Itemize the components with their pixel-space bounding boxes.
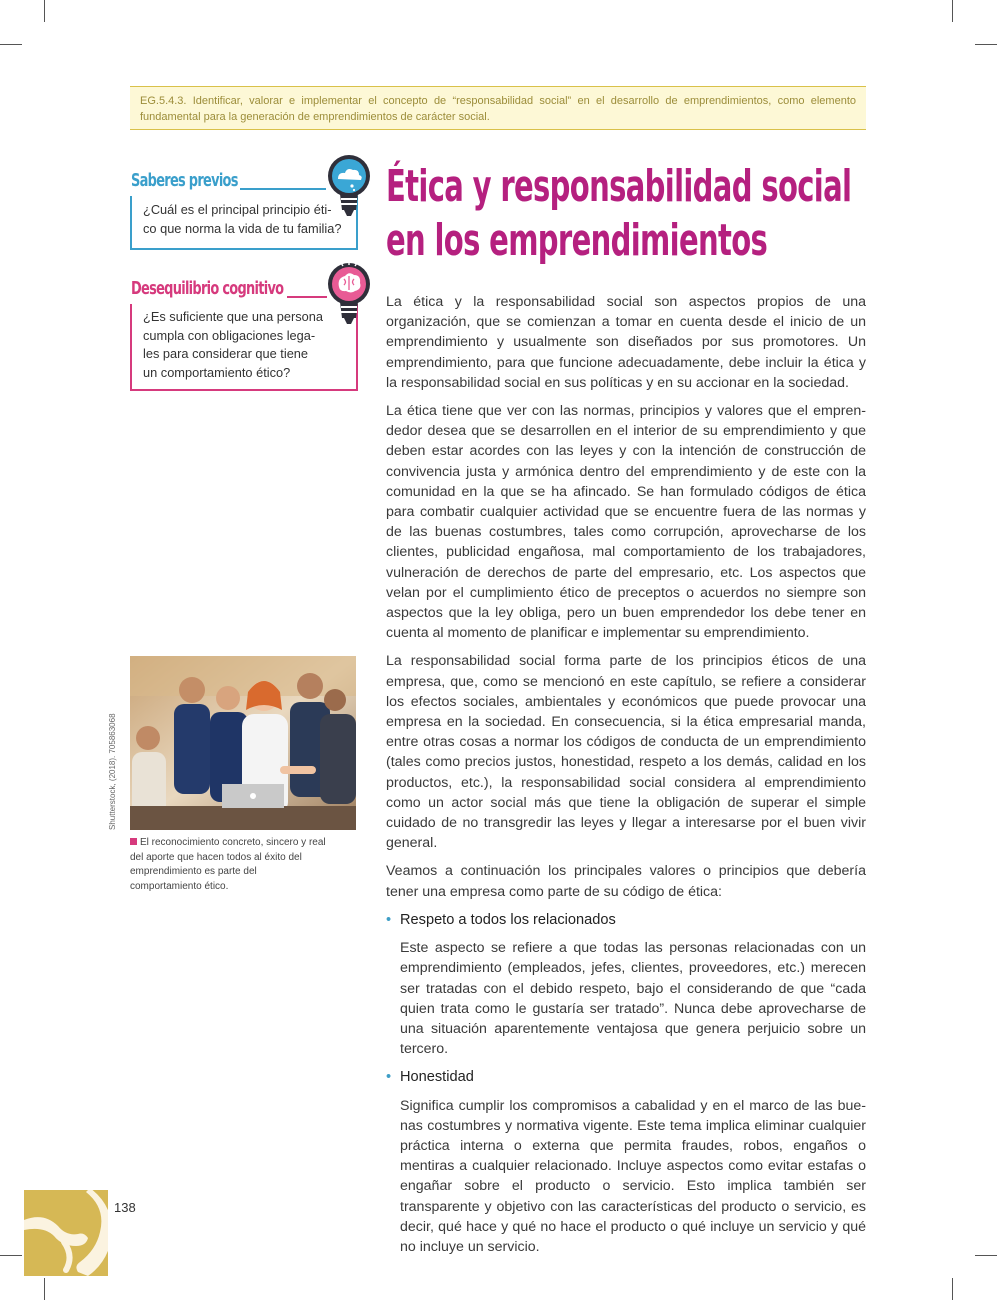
caption-text: El reconocimiento concreto, sincero y real del aporte que hacen todos al éxito del emprendimiento es parte del comportamiento ético. bbox=[130, 837, 326, 892]
team-photo-illustration bbox=[130, 656, 356, 830]
crop-mark bbox=[952, 1278, 953, 1300]
crop-mark bbox=[0, 1255, 22, 1256]
photo-credit: Shutterstock, (2018). 705863068 bbox=[108, 713, 117, 830]
saberes-rule bbox=[240, 188, 326, 190]
desequilibrio-heading: Desequilibrio cognitivo bbox=[131, 278, 284, 299]
title-line-1: Ética y responsabilidad social bbox=[386, 161, 852, 212]
footer-decoration bbox=[24, 1190, 108, 1276]
page-title bbox=[386, 160, 851, 268]
learning-objective: EG.5.4.3. Identificar, valorar e implementar el concepto de “responsabilidad social” en el desarrollo de emprendimientos, como elemento fundamental para la generación de emprendimientos de carácter social. bbox=[130, 86, 866, 130]
crop-mark bbox=[975, 44, 997, 45]
desequilibrio-line: un comportamiento ético? bbox=[143, 364, 291, 380]
saberes-line: ¿Cuál es el principal principio éti- bbox=[143, 202, 332, 217]
team-photo bbox=[130, 656, 356, 830]
body-paragraph: La responsabilidad social forma parte de los principios éticos de una empresa, que, como se mencionó en este capítulo, se refiere a considerar los efectos sociales, ambientales y económicos que puede provocar una empresa en la sociedad. En consecuencia, si la ética empresarial manda, entre otras cosas a normar los códigos de conducta de un emprendimiento (tales como precios justos, honestidad, respeto a los demás, calidad en los productos, etc.), la responsabilidad social considera al emprendimiento como un actor social más que tiene la obligación de superar el simple cuidado de no transgredir las leyes y llegar a interesarse por el buen vivir general. bbox=[386, 653, 866, 852]
lightbulb-brain-icon bbox=[324, 260, 374, 330]
saberes-previos-heading: Saberes previos bbox=[131, 170, 238, 191]
crop-mark bbox=[975, 1255, 997, 1256]
desequilibrio-line: cumpla con obligaciones lega- bbox=[143, 327, 316, 343]
crop-mark bbox=[952, 0, 953, 22]
title-line-2: en los emprendimientos bbox=[386, 215, 768, 266]
bullet-paragraph: Este aspecto se refiere a que todas las personas relacionadas con un emprendimiento (empleados, jefes, clientes, proveedores, etc.) merecen ser tratadas con el debido respeto, bajo el considerando de que “cada quien trata como le gustaría ser tratado”. Nunca debe aprovecharse de una situación aparentemente ventajosa que genera perjuicio sobre un tercero. bbox=[400, 940, 866, 1058]
body-paragraph: La ética tiene que ver con las normas, principios y valores que el emprendedor desea que se desarrollen en el interior de su emprendimiento y que deben estar acordes con las leyes y con la intención de construcción de convivencia justa y armónica dentro del emprendimiento y de este con la comunidad en la que se ha afincado. Se han formulado códigos de ética para combatir cualquier actividad que se encuentre fuera de las normas y de las buenas costumbres, tales como corrupción, aprovecharse de los clientes, publicidad engañosa, mal comportamiento de los trabajadores, vulneración de derechos de parte del empresario, etc. Los aspectos que velan por el cumplimiento ético de preceptos o acuerdos no siempre son aspectos que la ley obliga, pero un buen emprendedor los debe tener en cuenta al momento de planificar e implementar su emprendimiento. bbox=[386, 403, 866, 642]
saberes-line: co que norma la vida de tu familia? bbox=[143, 220, 342, 236]
bullet-dot-icon: • bbox=[386, 911, 392, 928]
body-paragraph: Veamos a continuación los principales valores o principios que debería tener una empresa como parte de su código de ética: bbox=[386, 863, 866, 900]
bullet-dot-icon: • bbox=[386, 1069, 392, 1086]
bullet-heading-text: Respeto a todos los relacionados bbox=[400, 911, 616, 928]
crop-mark bbox=[44, 0, 45, 22]
bullet-paragraph: Significa cumplir los compromisos a cabalidad y en el marco de las buenas costumbres y normativa vigente. Este tema implica eliminar cualquier práctica interna o externa que permita fraudes, robos, engaños o mentiras a cualquier relacionado. Incluye aspectos como evitar estafas o engañar sobre el producto o servicio. Esto implica también ser transparente y objetivo con las características del producto o servicio, es decir, qué hace y qué no hace el producto o qué incluye un servicio y qué no incluye un servicio. bbox=[400, 1097, 866, 1255]
desequilibrio-line: ¿Es suficiente que una persona bbox=[143, 309, 323, 324]
caption-square-icon bbox=[130, 838, 137, 845]
page-number: 138 bbox=[114, 1200, 136, 1215]
bullet-heading bbox=[386, 910, 866, 930]
lightbulb-cloud-icon bbox=[324, 152, 374, 222]
desequilibrio-rule bbox=[287, 296, 327, 298]
body-paragraph: La ética y la responsabilidad social son aspectos propios de una organización, que se comienzan a tomar en cuenta desde el inicio de un emprendimiento y usualmente son diseñados por sus promotores. Un emprendimiento, para que funcione adecuadamente, debe incluir la ética y la responsabilidad social en sus políticas y en su accionar en la sociedad. bbox=[386, 294, 866, 391]
main-body bbox=[386, 292, 866, 1265]
hands-icon bbox=[24, 1190, 108, 1276]
crop-mark bbox=[44, 1278, 45, 1300]
photo-caption bbox=[130, 836, 330, 894]
bullet-heading-text: Honestidad bbox=[400, 1069, 474, 1086]
crop-mark bbox=[0, 44, 22, 45]
desequilibrio-line: les para considerar que tiene bbox=[143, 346, 309, 361]
bullet-heading bbox=[386, 1067, 866, 1087]
